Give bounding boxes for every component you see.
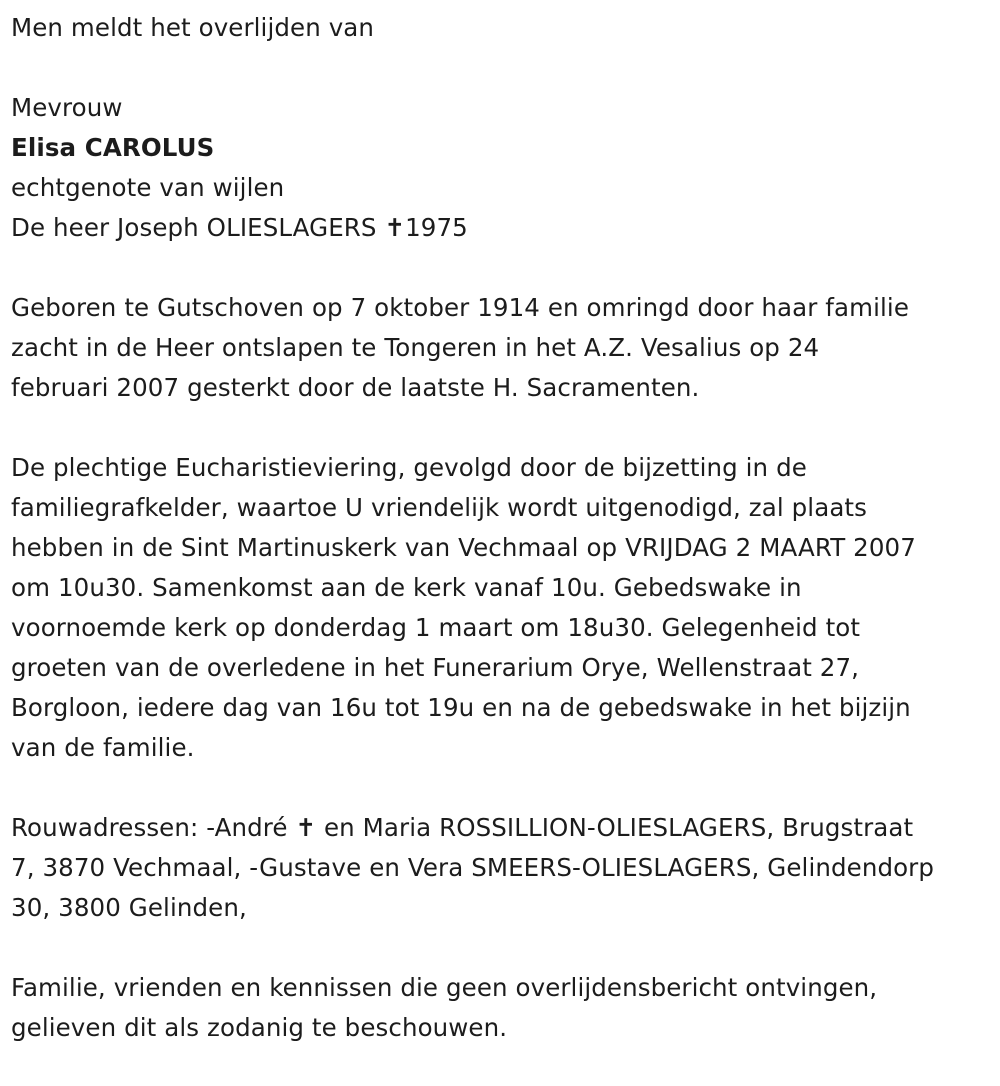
intro-line: Men meldt het overlijden van [11,13,375,42]
paragraph-line: Rouwadressen: -André ✝ en Maria ROSSILLION-OLIESLAGERS, Brugstraat [11,813,914,842]
paragraph-line: Familie, vrienden en kennissen die geen overlijdensbericht ontvingen, [11,973,878,1002]
paragraph-line: 30, 3800 Gelinden, [11,893,247,922]
spacer [11,408,1000,448]
relation-line: echtgenote van wijlen [11,173,285,202]
paragraph-line: De plechtige Eucharistieviering, gevolgd door de bijzetting in de [11,453,807,482]
spacer [11,928,1000,968]
paragraph-line: 7, 3870 Vechmaal, -Gustave en Vera SMEERS-OLIESLAGERS, Gelindendorp [11,853,935,882]
birth-paragraph [11,288,1000,408]
spacer [11,248,1000,288]
ceremony-paragraph [11,448,1000,768]
paragraph-line: februari 2007 gesterkt door de laatste H. Sacramenten. [11,373,700,402]
spacer [11,48,1000,88]
paragraph-line: Geboren te Gutschoven op 7 oktober 1914 en omringd door haar familie [11,293,909,322]
paragraph-line: gelieven dit als zodanig te beschouwen. [11,1013,508,1042]
paragraph-line: groeten van de overledene in het Funerarium Orye, Wellenstraat 27, [11,653,860,682]
paragraph-line: familiegrafkelder, waartoe U vriendelijk wordt uitgenodigd, zal plaats [11,493,868,522]
paragraph-line: om 10u30. Samenkomst aan de kerk vanaf 10u. Gebedswake in [11,573,802,602]
deceased-name: Elisa CAROLUS [11,133,215,162]
spouse-line: De heer Joseph OLIESLAGERS ✝1975 [11,213,468,242]
paragraph-line: Borgloon, iedere dag van 16u tot 19u en na de gebedswake in het bijzijn [11,693,911,722]
paragraph-line: hebben in de Sint Martinuskerk van Vechmaal op VRIJDAG 2 MAART 2007 [11,533,916,562]
salutation: Mevrouw [11,93,123,122]
paragraph-line: van de familie. [11,733,195,762]
addresses-paragraph [11,808,1000,928]
paragraph-line: zacht in de Heer ontslapen te Tongeren in het A.Z. Vesalius op 24 [11,333,820,362]
spacer [11,768,1000,808]
closing-paragraph [11,968,1000,1048]
paragraph-line: voornoemde kerk op donderdag 1 maart om 18u30. Gelegenheid tot [11,613,861,642]
